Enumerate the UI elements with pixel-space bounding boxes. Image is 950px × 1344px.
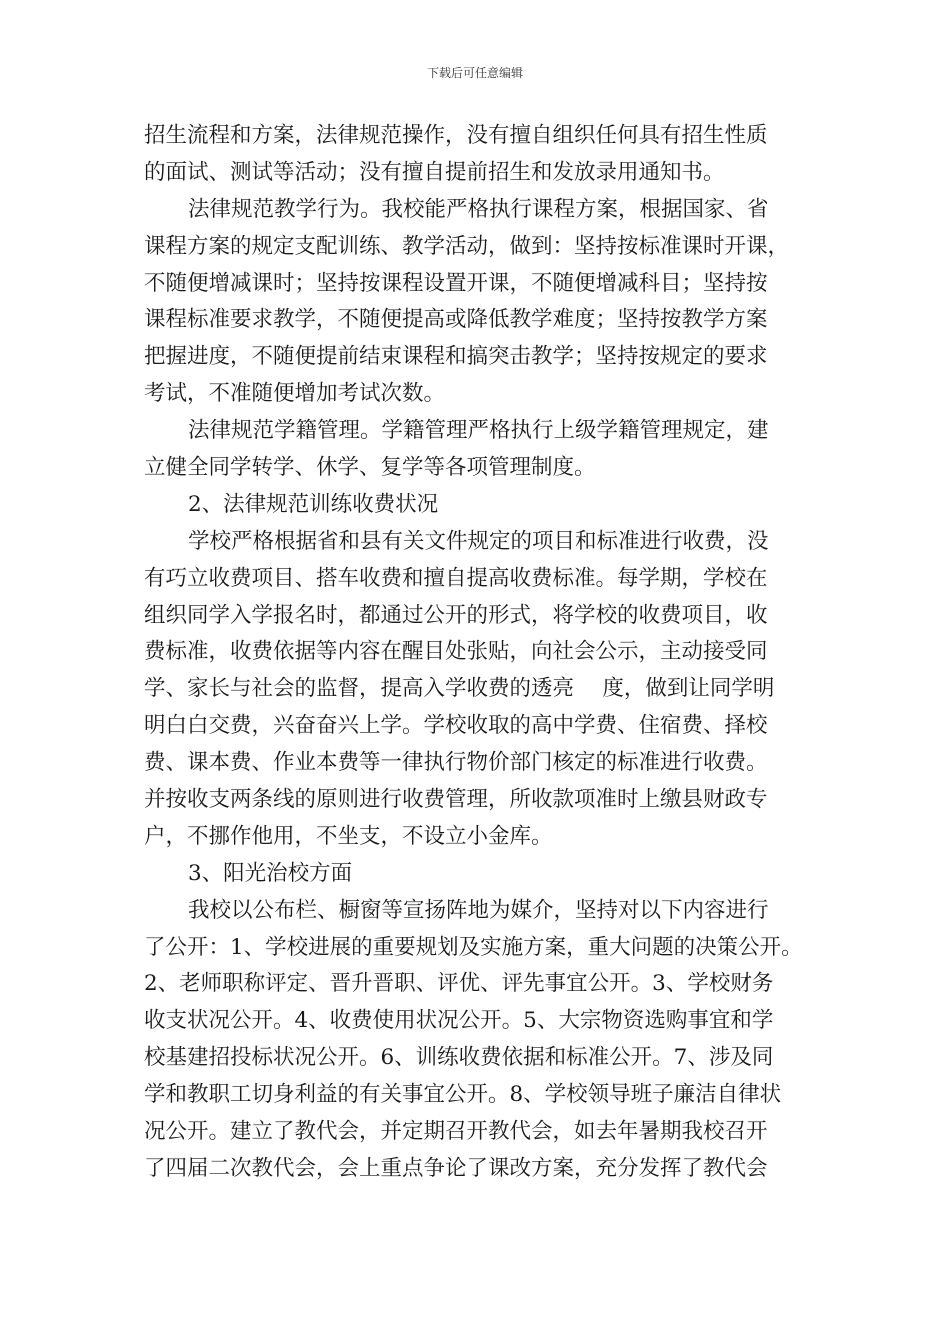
text-line: 的面试、测试等活动；没有擅自提前招生和发放录用通知书。 [144,159,725,185]
text-line: 把握进度，不随便提前结束课程和搞突击教学；坚持按规定的要求 [144,344,768,370]
text-line: 收支状况公开。4、收费使用状况公开。5、大宗物资选购事宜和学 [144,1008,774,1034]
text-line: 考试，不准随便增加考试次数。 [144,381,446,407]
text-line: 了四届二次教代会，会上重点争论了课改方案，充分发挥了教代会 [144,1155,768,1181]
text-line: 况公开。建立了教代会，并定期召开教代会，如去年暑期我校召开 [144,1119,768,1145]
text-line: 课程方案的规定支配训练、教学活动，做到：坚持按标准课时开课， [144,233,790,259]
text-line: 并按收支两条线的原则进行收费管理，所收款项准时上缴县财政专 [144,787,768,813]
text-line: 法律规范教学行为。我校能严格执行课程方案，根据国家、省 [188,196,769,222]
text-line: 费标准，收费依据等内容在醒目处张贴，向社会公示，主动接受同 [144,639,768,665]
text-line: 我校以公布栏、橱窗等宣扬阵地为媒介，坚持对以下内容进行 [188,897,769,923]
text-line: 2、老师职称评定、晋升晋职、评优、评先事宜公开。3、学校财务 [144,971,774,997]
text-line: 课程标准要求教学，不随便提高或降低教学难度；坚持按教学方案 [144,307,768,333]
text-line: 招生流程和方案，法律规范操作，没有擅自组织任何具有招生性质 [144,123,768,148]
text-line: 了公开：1、学校进展的重要规划及实施方案，重大问题的决策公开。 [144,934,803,960]
text-line: 费、课本费、作业本费等一律执行物价部门核定的标准进行收费。 [144,750,768,776]
page-header: 下载后可任意编辑 [426,66,523,80]
text-line: 学、家长与社会的监督，提高入学收费的透亮 度，做到让同学明 [144,676,775,702]
text-line: 法律规范学籍管理。学籍管理严格执行上级学籍管理规定，建 [188,418,769,444]
text-line: 2、法律规范训练收费状况 [188,491,439,517]
text-line: 3、阳光治校方面 [188,860,353,886]
text-line: 明白白交费，兴奋奋兴上学。学校收取的高中学费、住宿费、择校 [144,713,768,739]
text-line: 户，不挪作他用，不坐支，不设立小金库。 [144,823,553,849]
text-line: 组织同学入学报名时，都通过公开的形式，将学校的收费项目，收 [144,602,768,628]
text-line: 立健全同学转学、休学、复学等各项管理制度。 [144,455,596,481]
text-line: 学和教职工切身利益的有关事宜公开。8、学校领导班子廉洁自律状 [144,1082,782,1108]
text-line: 学校严格根据省和县有关文件规定的项目和标准进行收费，没 [188,528,769,554]
text-line: 校基建招投标状况公开。6、训练收费依据和标准公开。7、涉及同 [144,1045,774,1071]
text-line: 有巧立收费项目、搭车收费和擅自提高收费标准。每学期，学校在 [144,565,768,591]
document-body [144,118,806,1188]
text-line: 不随便增减课时；坚持按课程设置开课，不随便增减科目；坚持按 [144,270,768,296]
